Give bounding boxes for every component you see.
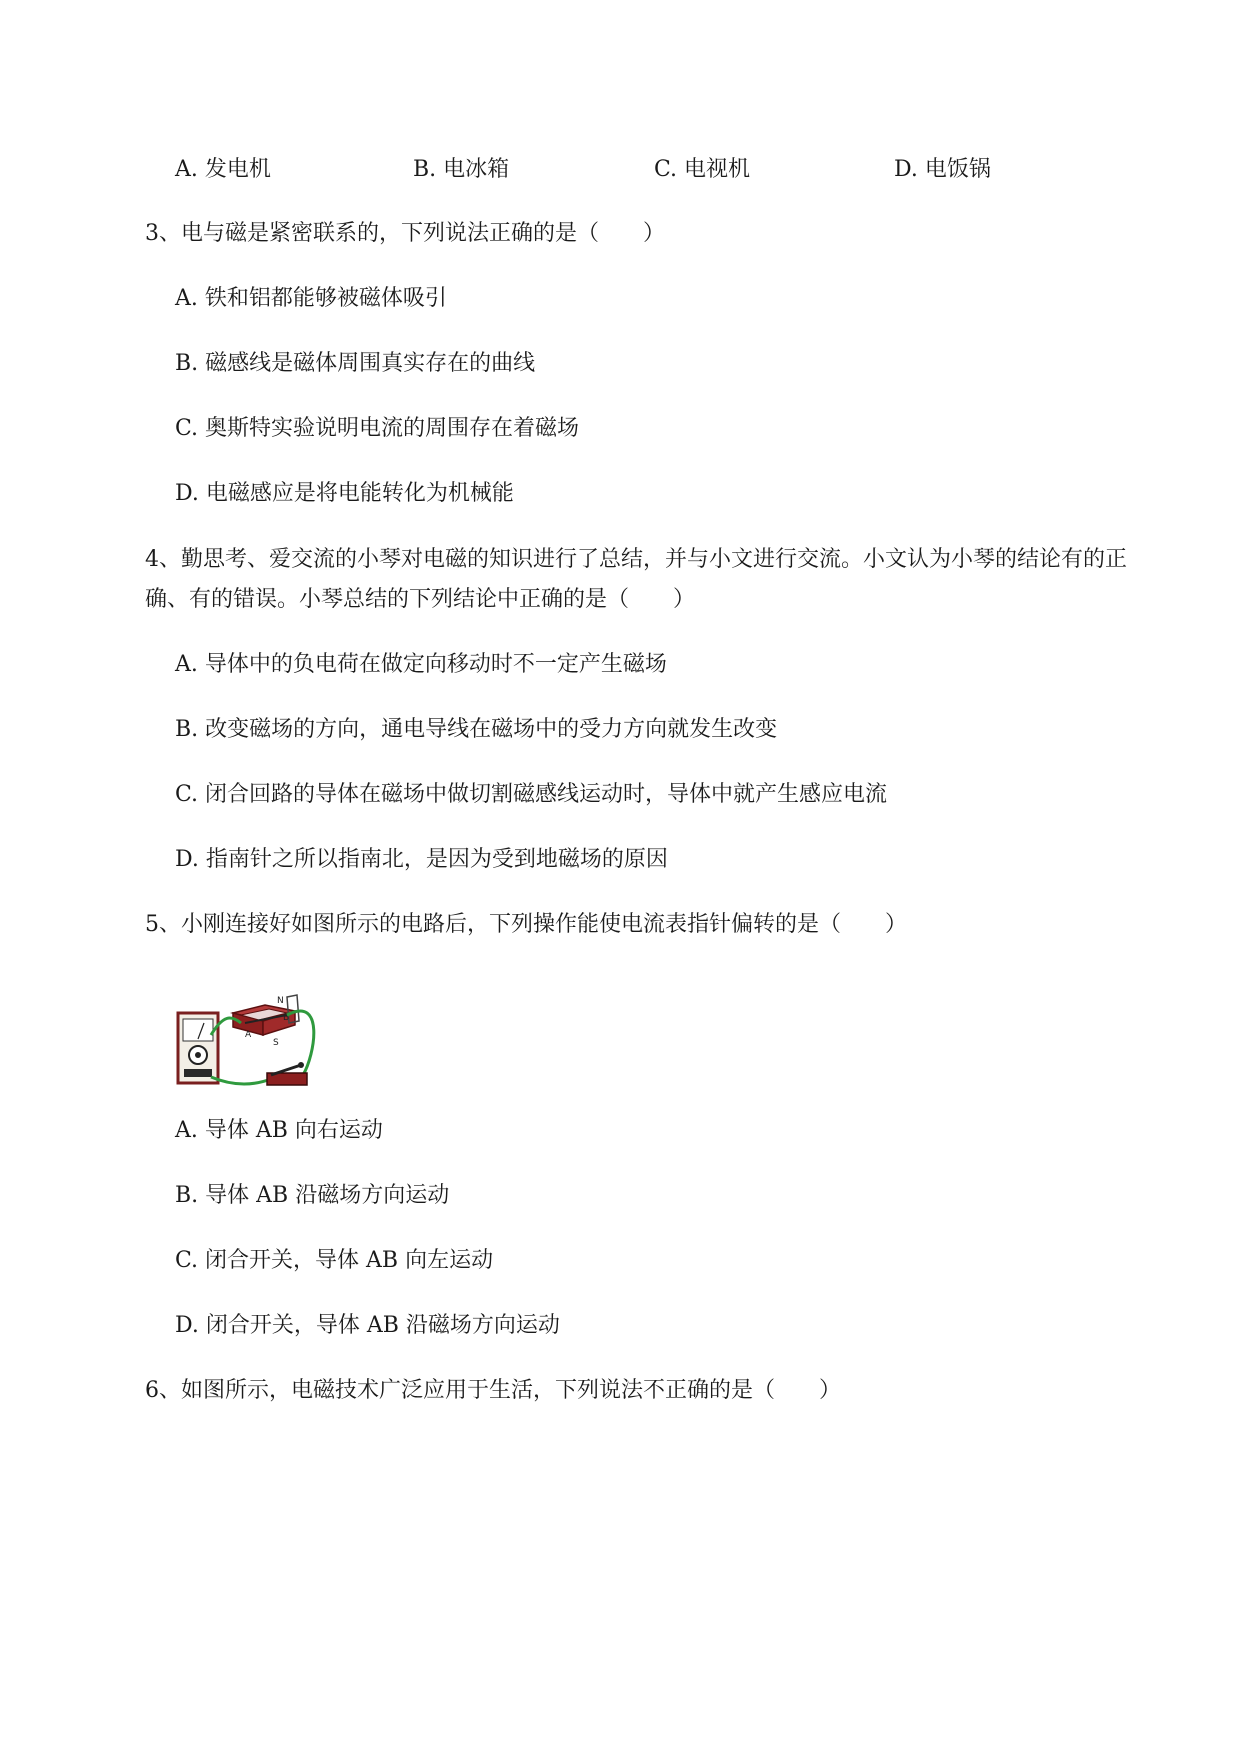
ammeter-icon [178,1013,218,1083]
q2-option-a: A. 发电机 [175,157,271,182]
label-b: B [283,1013,290,1023]
q4-option-d: D. 指南针之所以指南北，是因为受到地磁场的原因 [175,847,668,872]
q3-option-c: C. 奥斯特实验说明电流的周围存在着磁场 [175,416,580,441]
q2-option-c: C. 电视机 [654,157,751,182]
q5-option-a: A. 导体 AB 向右运动 [175,1118,383,1143]
label-n: N [277,996,284,1006]
label-s: S [273,1038,279,1048]
q4-stem-line1: 4、勤思考、爱交流的小琴对电磁的知识进行了总结，并与小文进行交流。小文认为小琴的结论有的正 [145,547,1128,572]
q4-stem-line2: 确、有的错误。小琴总结的下列结论中正确的是（ ） [145,587,696,612]
q5-option-b: B. 导体 AB 沿磁场方向运动 [175,1183,450,1208]
q3-stem: 3、电与磁是紧密联系的，下列说法正确的是（ ） [145,221,665,246]
q4-option-b: B. 改变磁场的方向，通电导线在磁场中的受力方向就发生改变 [175,717,778,742]
q6-stem: 6、如图所示，电磁技术广泛应用于生活，下列说法不正确的是（ ） [145,1378,841,1403]
q4-option-c: C. 闭合回路的导体在磁场中做切割磁感线运动时，导体中就产生感应电流 [175,782,888,807]
q3-option-d: D. 电磁感应是将电能转化为机械能 [175,481,514,506]
q4-option-a: A. 导体中的负电荷在做定向移动时不一定产生磁场 [175,652,667,677]
q5-option-c: C. 闭合开关，导体 AB 向左运动 [175,1248,494,1273]
circuit-figure [175,975,340,1100]
q5-option-d: D. 闭合开关，导体 AB 沿磁场方向运动 [175,1313,560,1338]
q3-option-b: B. 磁感线是磁体周围真实存在的曲线 [175,351,536,376]
q5-stem: 5、小刚连接好如图所示的电路后，下列操作能使电流表指针偏转的是（ ） [145,912,907,937]
q2-option-d: D. 电饭锅 [894,157,991,182]
label-a: A [245,1030,252,1040]
switch-icon [267,1062,307,1085]
q2-option-b: B. 电冰箱 [413,157,510,182]
q3-option-a: A. 铁和铝都能够被磁体吸引 [175,286,447,311]
